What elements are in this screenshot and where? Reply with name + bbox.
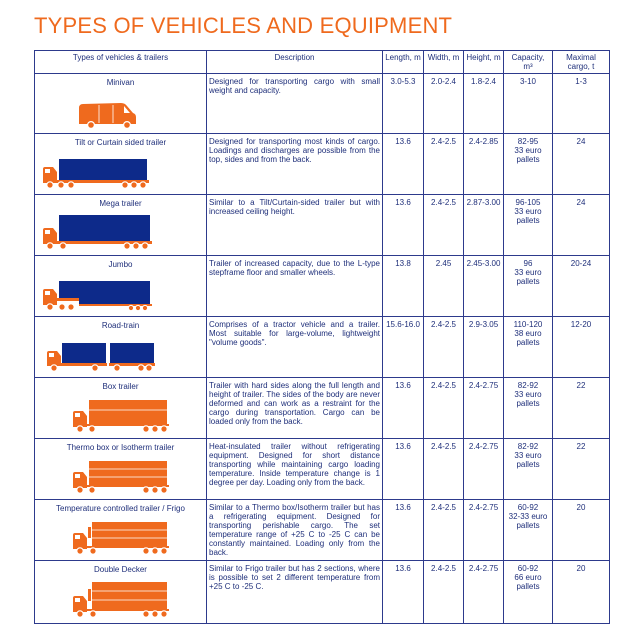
capacity-pallets: 32-33 euro [508, 512, 548, 521]
vehicle-width: 2.4-2.5 [424, 561, 464, 624]
vehicle-type-cell [35, 74, 207, 134]
double-decker-icon [35, 579, 207, 619]
vehicle-max-cargo: 22 [553, 439, 610, 500]
vehicle-type-cell [35, 256, 207, 317]
capacity-pallets: 33 euro [514, 146, 542, 155]
vehicle-height: 2.45-3.00 [464, 256, 504, 317]
vehicle-description: Trailer with hard sides along the full length and height of trailer. The sides of the body are never deformed and can work as a restraint for the cargo during transportation. Cargo can be loaded only from the back. [207, 378, 383, 439]
vehicle-description: Similar to Frigo trailer but has 2 sections, where is possible to set 2 different temperature from +25 C to -25 C. [207, 561, 383, 624]
capacity-pallets: 33 euro [514, 207, 542, 216]
vehicle-type-cell [35, 317, 207, 378]
vehicle-max-cargo: 1-3 [553, 74, 610, 134]
vehicle-width: 2.45 [424, 256, 464, 317]
table-header-row [35, 51, 610, 74]
vehicle-height: 2.4-2.75 [464, 439, 504, 500]
vehicle-description: Comprises of a tractor vehicle and a trailer. Most suitable for large-volume, lightweight "volume goods". [207, 317, 383, 378]
vehicle-capacity [504, 500, 553, 561]
vehicle-description: Trailer of increased capacity, due to the L-type stepframe floor and smaller wheels. [207, 256, 383, 317]
capacity-pallets-unit: pallets [516, 277, 540, 286]
capacity-pallets-unit: pallets [516, 216, 540, 225]
capacity-volume: 60-92 [517, 503, 539, 512]
vehicle-name: Double Decker [94, 565, 147, 574]
capacity-pallets: 33 euro [514, 268, 542, 277]
capacity-pallets: 66 euro [514, 573, 542, 582]
capacity-volume: 96-105 [515, 198, 541, 207]
capacity-volume: 60-92 [517, 564, 539, 573]
vehicle-width: 2.4-2.5 [424, 317, 464, 378]
vehicle-type-cell [35, 500, 207, 561]
curtain-trailer-icon [35, 156, 207, 190]
vehicle-type-cell [35, 561, 207, 624]
vehicle-max-cargo: 12-20 [553, 317, 610, 378]
minivan-icon [35, 99, 207, 129]
vehicle-width: 2.4-2.5 [424, 195, 464, 256]
capacity-pallets: 33 euro [514, 451, 542, 460]
capacity-volume: 82-92 [517, 381, 539, 390]
vehicle-type-cell [35, 378, 207, 439]
vehicle-capacity [504, 256, 553, 317]
table-row [35, 500, 610, 561]
vehicle-capacity [504, 317, 553, 378]
vehicle-width: 2.0-2.4 [424, 74, 464, 134]
header-type: Types of vehicles & trailers [35, 51, 207, 74]
vehicle-max-cargo: 22 [553, 378, 610, 439]
capacity-volume: 110-120 [513, 320, 543, 329]
header-description: Description [207, 51, 383, 74]
vehicle-name: Box trailer [102, 382, 139, 391]
vehicle-name: Thermo box or Isotherm trailer [66, 443, 175, 452]
capacity-volume: 3-10 [519, 77, 536, 86]
vehicle-name: Tilt or Curtain sided trailer [74, 138, 167, 147]
capacity-pallets: 33 euro [514, 390, 542, 399]
vehicle-capacity [504, 134, 553, 195]
vehicle-height: 2.87-3.00 [464, 195, 504, 256]
vehicle-height: 2.9-3.05 [464, 317, 504, 378]
capacity-pallets-unit: pallets [516, 582, 540, 591]
vehicle-max-cargo: 24 [553, 195, 610, 256]
capacity-pallets-unit: pallets [516, 338, 540, 347]
vehicle-width: 2.4-2.5 [424, 439, 464, 500]
vehicle-type-cell [35, 195, 207, 256]
table-row [35, 134, 610, 195]
table-row [35, 256, 610, 317]
table-row [35, 317, 610, 378]
vehicle-length: 13.6 [383, 195, 424, 256]
vehicle-description: Similar to a Tilt/Curtain-sided trailer but with increased ceiling height. [207, 195, 383, 256]
capacity-pallets-unit: pallets [516, 521, 540, 530]
vehicle-width: 2.4-2.5 [424, 134, 464, 195]
capacity-pallets-unit: pallets [516, 399, 540, 408]
jumbo-trailer-icon [35, 278, 207, 312]
vehicle-capacity [504, 378, 553, 439]
vehicle-height: 2.4-2.75 [464, 500, 504, 561]
vehicle-name: Jumbo [108, 260, 133, 269]
mega-trailer-icon [35, 213, 207, 251]
vehicle-height: 2.4-2.75 [464, 561, 504, 624]
vehicle-name: Road-train [101, 321, 140, 330]
table-row [35, 378, 610, 439]
vehicle-name: Mega trailer [99, 199, 142, 208]
vehicle-capacity [504, 74, 553, 134]
vehicle-name: Temperature controlled trailer / Frigo [56, 504, 185, 513]
vehicle-description: Designed for transporting cargo with small weight and capacity. [207, 74, 383, 134]
frigo-trailer-icon [35, 518, 207, 556]
vehicle-length: 13.6 [383, 500, 424, 561]
road-train-icon [35, 339, 207, 373]
table-row [35, 561, 610, 624]
table-row [35, 195, 610, 256]
vehicle-type-cell [35, 134, 207, 195]
vehicle-width: 2.4-2.5 [424, 500, 464, 561]
vehicle-description: Designed for transporting most kinds of cargo. Loadings and discharges are possible from the top, sides and from the back. [207, 134, 383, 195]
vehicle-length: 13.6 [383, 134, 424, 195]
header-length: Length, m [383, 51, 424, 74]
vehicle-description: Heat-insulated trailer without refrigerating equipment. Designed for short distance transporting while maintaining cargo loading temperature. Inside temperature change is 1 degree per day. Loading only from the back. [207, 439, 383, 500]
vehicle-height: 2.4-2.75 [464, 378, 504, 439]
vehicle-length: 3.0-5.3 [383, 74, 424, 134]
vehicle-table [34, 50, 610, 624]
capacity-pallets: 38 euro [514, 329, 542, 338]
vehicle-capacity [504, 195, 553, 256]
vehicle-max-cargo: 20 [553, 561, 610, 624]
capacity-pallets-unit: pallets [516, 155, 540, 164]
vehicle-height: 2.4-2.85 [464, 134, 504, 195]
capacity-volume: 96 [523, 259, 533, 268]
thermo-trailer-icon [35, 457, 207, 495]
vehicle-width: 2.4-2.5 [424, 378, 464, 439]
header-max-cargo: Maximal cargo, t [553, 51, 610, 74]
capacity-pallets-unit: pallets [516, 460, 540, 469]
vehicle-capacity [504, 439, 553, 500]
table-row [35, 74, 610, 134]
capacity-volume: 82-92 [517, 442, 539, 451]
vehicle-name: Minivan [106, 78, 135, 87]
table-row [35, 439, 610, 500]
vehicle-length: 13.6 [383, 439, 424, 500]
vehicle-description: Similar to a Thermo box/Isotherm trailer but has a refrigerating equipment. Designed for transporting perishable cargo. The set temperature range of +25 C to -25 C can be constantly maintained. Loading only from the back. [207, 500, 383, 561]
vehicle-max-cargo: 20 [553, 500, 610, 561]
vehicle-length: 13.6 [383, 378, 424, 439]
header-capacity: Capacity, m³ [504, 51, 553, 74]
vehicle-type-cell [35, 439, 207, 500]
page-title: TYPES OF VEHICLES AND EQUIPMENT [34, 13, 453, 38]
vehicle-length: 13.8 [383, 256, 424, 317]
header-height: Height, m [464, 51, 504, 74]
header-width: Width, m [424, 51, 464, 74]
vehicle-max-cargo: 20-24 [553, 256, 610, 317]
box-trailer-icon [35, 396, 207, 434]
vehicle-height: 1.8-2.4 [464, 74, 504, 134]
capacity-volume: 82-95 [517, 137, 539, 146]
vehicle-max-cargo: 24 [553, 134, 610, 195]
vehicle-length: 13.6 [383, 561, 424, 624]
vehicle-capacity [504, 561, 553, 624]
vehicle-length: 15.6-16.0 [383, 317, 424, 378]
